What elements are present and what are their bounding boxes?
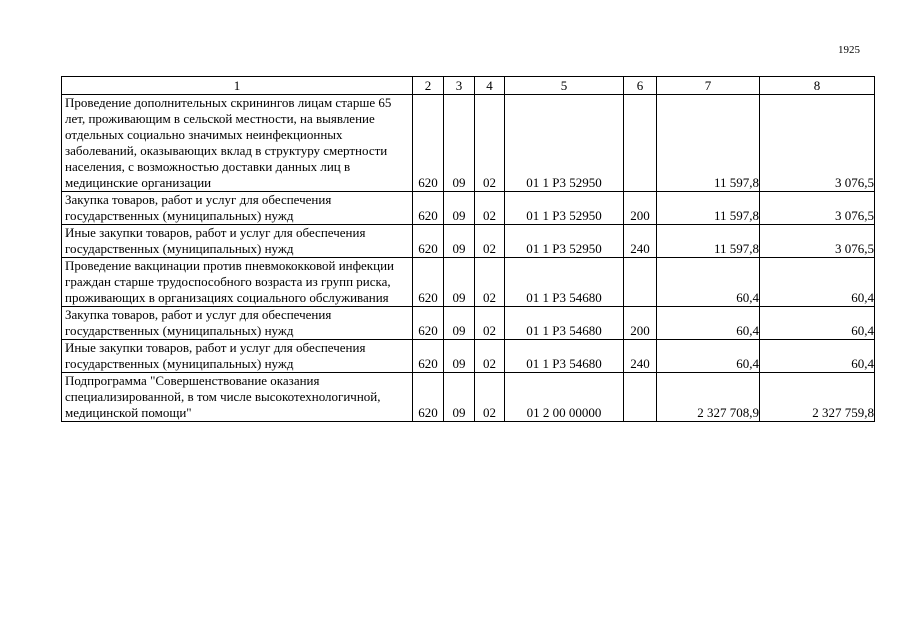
item-name: Иные закупки товаров, работ и услуг для обеспечения государственных (муниципальных) нужд <box>62 340 413 373</box>
column-header: 8 <box>760 77 875 95</box>
cell-col8: 3 076,5 <box>760 225 875 258</box>
cell-col8: 3 076,5 <box>760 192 875 225</box>
cell-col7: 11 597,8 <box>657 225 760 258</box>
table-header-row <box>62 77 875 95</box>
cell-col5: 01 1 Р3 54680 <box>505 340 624 373</box>
cell-col8: 3 076,5 <box>760 95 875 192</box>
cell-col8: 60,4 <box>760 258 875 307</box>
cell-col4: 02 <box>475 95 505 192</box>
table-row <box>62 307 875 340</box>
cell-col4: 02 <box>475 307 505 340</box>
cell-col2: 620 <box>413 95 444 192</box>
cell-col4: 02 <box>475 258 505 307</box>
column-header: 3 <box>444 77 475 95</box>
cell-col5: 01 1 Р3 52950 <box>505 225 624 258</box>
column-header: 7 <box>657 77 760 95</box>
cell-col3: 09 <box>444 192 475 225</box>
cell-col7: 11 597,8 <box>657 192 760 225</box>
cell-col3: 09 <box>444 340 475 373</box>
cell-col6 <box>624 373 657 422</box>
item-name: Подпрограмма "Совершенствование оказания специализированной, в том числе высокотехнологичной, медицинской помощи" <box>62 373 413 422</box>
cell-col8: 60,4 <box>760 307 875 340</box>
cell-col6: 200 <box>624 307 657 340</box>
item-name: Закупка товаров, работ и услуг для обеспечения государственных (муниципальных) нужд <box>62 192 413 225</box>
cell-col4: 02 <box>475 192 505 225</box>
cell-col4: 02 <box>475 225 505 258</box>
cell-col3: 09 <box>444 95 475 192</box>
item-name: Закупка товаров, работ и услуг для обеспечения государственных (муниципальных) нужд <box>62 307 413 340</box>
cell-col7: 11 597,8 <box>657 95 760 192</box>
table-row <box>62 225 875 258</box>
cell-col4: 02 <box>475 340 505 373</box>
table-row <box>62 95 875 192</box>
item-name: Проведение вакцинации против пневмококковой инфекции граждан старше трудоспособного возраста из групп риска, проживающих в организациях социального обслуживания <box>62 258 413 307</box>
cell-col3: 09 <box>444 225 475 258</box>
cell-col3: 09 <box>444 258 475 307</box>
cell-col6: 240 <box>624 340 657 373</box>
cell-col5: 01 1 Р3 54680 <box>505 307 624 340</box>
column-header: 1 <box>62 77 413 95</box>
column-header: 5 <box>505 77 624 95</box>
cell-col7: 2 327 708,9 <box>657 373 760 422</box>
page-number: 1925 <box>838 44 860 56</box>
table-row <box>62 258 875 307</box>
column-header: 2 <box>413 77 444 95</box>
cell-col2: 620 <box>413 373 444 422</box>
cell-col7: 60,4 <box>657 340 760 373</box>
column-header: 6 <box>624 77 657 95</box>
cell-col4: 02 <box>475 373 505 422</box>
cell-col7: 60,4 <box>657 258 760 307</box>
item-name: Иные закупки товаров, работ и услуг для обеспечения государственных (муниципальных) нужд <box>62 225 413 258</box>
cell-col5: 01 1 Р3 52950 <box>505 95 624 192</box>
cell-col6 <box>624 258 657 307</box>
cell-col2: 620 <box>413 307 444 340</box>
column-header: 4 <box>475 77 505 95</box>
cell-col6 <box>624 95 657 192</box>
cell-col2: 620 <box>413 225 444 258</box>
cell-col2: 620 <box>413 340 444 373</box>
cell-col3: 09 <box>444 307 475 340</box>
table-row <box>62 192 875 225</box>
cell-col2: 620 <box>413 258 444 307</box>
cell-col3: 09 <box>444 373 475 422</box>
budget-table <box>61 76 875 422</box>
cell-col7: 60,4 <box>657 307 760 340</box>
cell-col6: 240 <box>624 225 657 258</box>
cell-col2: 620 <box>413 192 444 225</box>
cell-col8: 2 327 759,8 <box>760 373 875 422</box>
cell-col5: 01 1 Р3 52950 <box>505 192 624 225</box>
cell-col8: 60,4 <box>760 340 875 373</box>
cell-col5: 01 1 Р3 54680 <box>505 258 624 307</box>
cell-col5: 01 2 00 00000 <box>505 373 624 422</box>
table-row <box>62 373 875 422</box>
item-name: Проведение дополнительных скринингов лицам старше 65 лет, проживающим в сельской местности, на выявление отдельных социально значимых неинфекционных заболеваний, оказывающих вклад в структуру смертности населения, с возможностью доставки данных лиц в медицинские организации <box>62 95 413 192</box>
table-row <box>62 340 875 373</box>
cell-col6: 200 <box>624 192 657 225</box>
